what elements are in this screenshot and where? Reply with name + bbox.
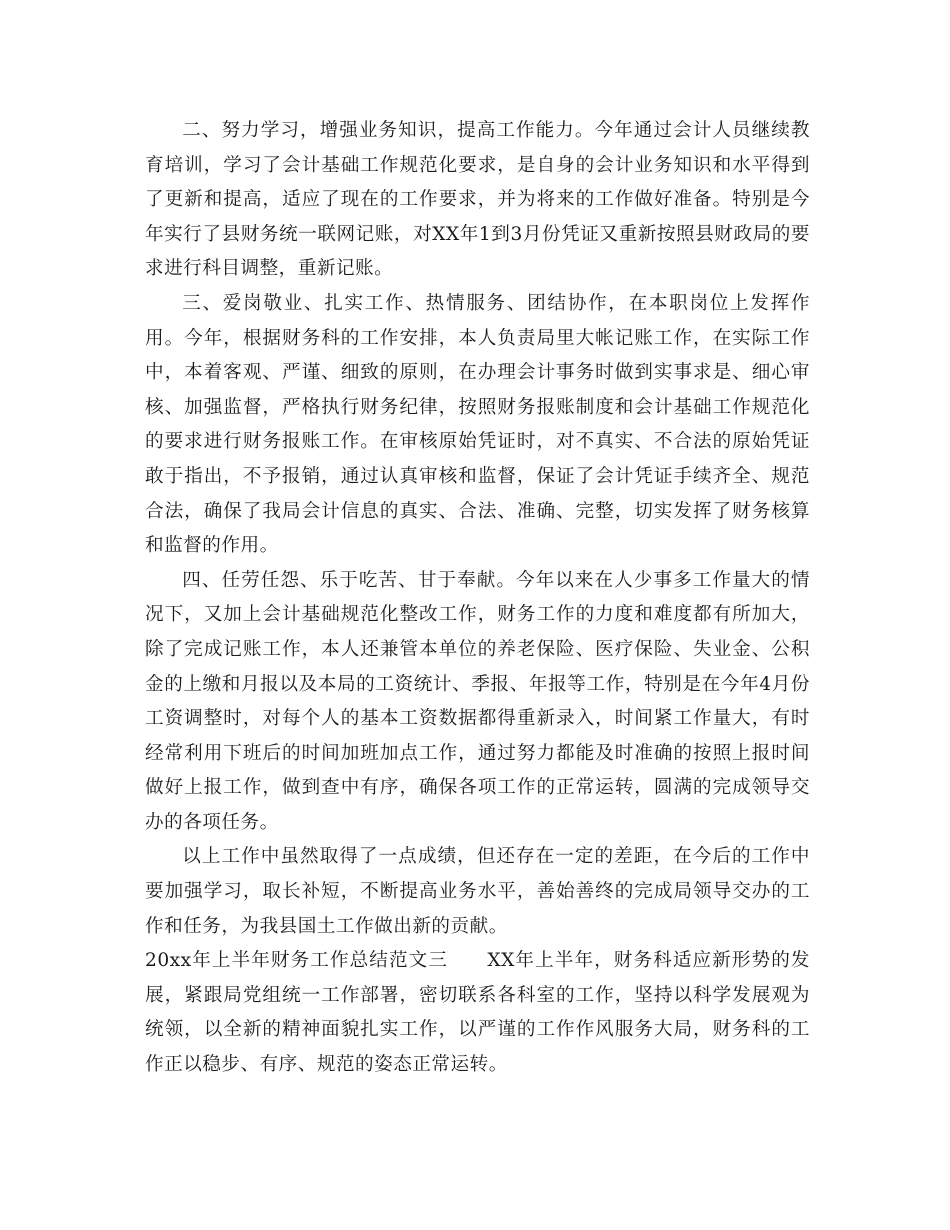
paragraph-study: 二、努力学习，增强业务知识，提高工作能力。今年通过会计人员继续教育培训，学习了会计基础工作规范化要求，是自身的会计业务知识和水平得到了更新和提高，适应了现在的工作要求，并为将来的工作做好准备。特别是今年实行了县财务统一联网记账，对XX年1到3月份凭证又重新按照县财政局的要求进行科目调整，重新记账。 (145, 120, 810, 280)
paragraph-sample-three: 20xx年上半年财务工作总结范文三 XX年上半年，财务科适应新形势的发展，紧跟局党组统一工作部署，密切联系各科室的工作，坚持以科学发展观为统领，以全新的精神面貌扎实工作，以严谨的工作作风服务大局，财务科的工作正以稳步、有序、规范的姿态正常运转。 (145, 950, 810, 1076)
paragraph-dedication: 三、爱岗敬业、扎实工作、热情服务、团结协作，在本职岗位上发挥作用。今年，根据财务科的工作安排，本人负责局里大帐记账工作，在实际工作中，本着客观、严谨、细致的原则，在办理会计事务时做到实事求是、细心审核、加强监督，严格执行财务纪律，按照财务报账制度和会计基础工作规范化的要求进行财务报账工作。在审核原始凭证时，对不真实、不合法的原始凭证敢于指出，不予报销，通过认真审核和监督，保证了会计凭证手续齐全、规范合法，确保了我局会计信息的真实、合法、准确、完整，切实发挥了财务核算和监督的作用。 (145, 292, 810, 557)
paragraph-hard-work: 四、任劳任怨、乐于吃苦、甘于奉献。今年以来在人少事多工作量大的情况下，又加上会计基础规范化整改工作，财务工作的力度和难度都有所加大，除了完成记账工作，本人还兼管本单位的养老保险、医疗保险、失业金、公积金的上缴和月报以及本局的工资统计、季报、年报等工作，特别是在今年4月份工资调整时，对每个人的基本工资数据都得重新录入，时间紧工作量大，有时经常利用下班后的时间加班加点工作，通过努力都能及时准确的按照上报时间做好上报工作，做到查中有序，确保各项工作的正常运转，圆满的完成领导交办的各项任务。 (145, 569, 810, 833)
paragraph-conclusion: 以上工作中虽然取得了一点成绩，但还存在一定的差距，在今后的工作中要加强学习，取长补短，不断提高业务水平，善始善终的完成局领导交办的工作和任务，为我县国土工作做出新的贡献。 (145, 846, 810, 937)
